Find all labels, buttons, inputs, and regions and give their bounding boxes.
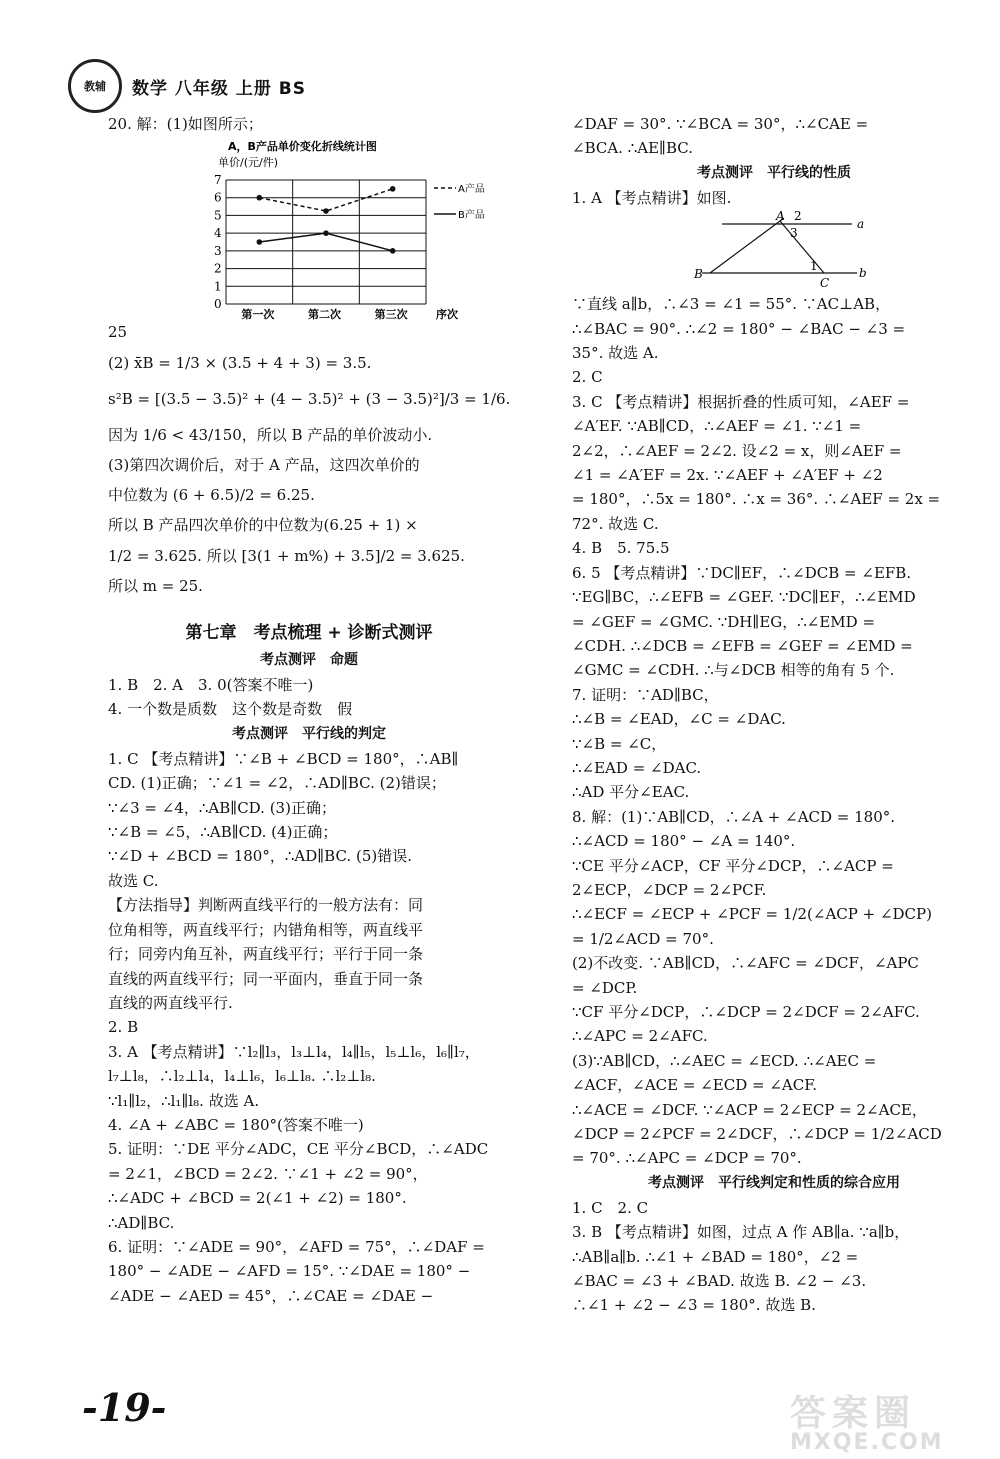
answer-line: 位角相等，两直线平行；内错角相等，两直线平 [108, 920, 424, 939]
answer-line: 4. 一个数是质数 这个数是奇数 假 [108, 700, 353, 719]
chapter-heading: 第七章 考点梳理 + 诊断式测评 [185, 623, 433, 644]
y-tick-label: 6 [214, 191, 222, 206]
answers-continued [572, 112, 976, 161]
answer-line: 7. 证明：∵AD∥BC， [572, 685, 719, 704]
answer-line: 8. 解：(1)∵AB∥CD，∴∠A + ∠ACD = 180°. [572, 807, 896, 826]
chart-legend [434, 182, 485, 221]
book-title: 数学 八年级 上册 BS [132, 78, 306, 99]
answer-line: = 180°，∴5x = 180°. ∴x = 36°. ∴∠AEF = 2x = [572, 490, 941, 509]
answer-line: ∵∠B = ∠C， [572, 734, 667, 753]
answer-line: 6. 5 【考点精讲】∵DC∥EF，∴∠DCB = ∠EFB. [572, 563, 912, 582]
answer-line: 故选 C. [108, 871, 159, 890]
watermark-bottom: MXQE.COM [790, 1430, 944, 1455]
label-1: 1 [810, 259, 818, 274]
answer-line: 2∠2，∴∠AEF = 2∠2. 设∠2 = x，则∠AEF = [572, 441, 902, 460]
q20-2b: s²B = [(3.5 − 3.5)² + (4 − 3.5)² + (3 − 3.5)²]/3 = 1/6. [108, 389, 511, 408]
answer-line: 3. A 【考点精讲】∵l₂∥l₃，l₃⊥l₄，l₄∥l₅，l₅⊥l₆，l₆∥l₇， [108, 1042, 480, 1061]
answer-line: 直线的两直线平行. [108, 993, 233, 1012]
answer-line: ∴∠B = ∠EAD，∠C = ∠DAC. [572, 710, 786, 729]
publisher-logo-icon [68, 59, 122, 113]
q20-text: 25 [108, 323, 128, 342]
answer-line: ∵EG∥BC，∴∠EFB = ∠GEF. ∵DC∥EF，∴∠EMD [572, 588, 916, 607]
y-tick-label: 1 [214, 279, 222, 294]
chart-svg [108, 136, 485, 322]
answer-line: ∵直线 a∥b，∴∠3 = ∠1 = 55°. ∵AC⊥AB， [572, 295, 891, 314]
answer-line: ∠DCP = 2∠PCF = 2∠DCF，∴∠DCP = 1/2∠ACD [572, 1125, 942, 1144]
series-line-0 [259, 189, 392, 211]
answer-line: ∵∠D + ∠BCD = 180°，∴AD∥BC. (5)错误. [108, 847, 412, 866]
answer-line: 35°. 故选 A. [572, 344, 659, 363]
data-point [323, 209, 329, 215]
answer-line: = 1/2∠ACD = 70°. [572, 929, 714, 948]
q20-3e: 所以 m = 25. [108, 576, 203, 595]
answer-line: ∴∠EAD = ∠DAC. [572, 758, 702, 777]
answers-parallel-judgment [108, 747, 510, 1308]
answer-line: ∵l₁∥l₂，∴l₁∥l₈. 故选 A. [108, 1091, 260, 1110]
answer-line: 1. C 【考点精讲】∵∠B + ∠BCD = 180°，∴AB∥ [108, 749, 459, 768]
answer-line: ∴AD 平分∠EAC. [572, 783, 690, 802]
page-header [68, 58, 306, 114]
y-tick-label: 7 [214, 173, 222, 188]
q20-3a: (3)第四次调价后，对于 A 产品，这四次单价的 [108, 455, 420, 474]
answer-line: ∠GMC = ∠CDH. ∴与∠DCB 相等的角有 5 个. [572, 661, 895, 680]
answer-line: ∴∠ADC + ∠BCD = 2(∠1 + ∠2) = 180°. [108, 1189, 407, 1208]
answer-line: = 2∠1，∠BCD = 2∠2. ∵∠1 + ∠2 = 90°， [108, 1164, 428, 1183]
answer-line: 【方法指导】判断两直线平行的一般方法有：同 [108, 896, 424, 915]
answer-line: 5. 证明：∵DE 平分∠ADC，CE 平分∠BCD，∴∠ADC [108, 1140, 489, 1159]
answer-line: ∵∠3 = ∠4，∴AB∥CD. (3)正确； [108, 798, 336, 817]
chart-title: A，B产品单价变化折线统计图 [228, 140, 377, 154]
section-heading-proposition: 考点测评 命题 [260, 652, 358, 669]
answer-line: ∠BCA. ∴AE∥BC. [572, 139, 693, 158]
answer-line: ∵CE 平分∠ACP，CF 平分∠DCP，∴∠ACP = [572, 856, 894, 875]
watermark [790, 1385, 980, 1455]
answer-line: ∴AD∥BC. [108, 1213, 175, 1232]
label-c: C [820, 276, 830, 291]
q20-intro: 20. 解：(1)如图所示； [108, 115, 263, 133]
section-heading-parallel-properties: 考点测评 平行线的性质 [697, 164, 851, 181]
answer-line: ∠1 = ∠A′EF = 2x. ∵∠AEF + ∠A′EF + ∠2 [572, 466, 883, 485]
answer-line: ∴AB∥a∥b. ∴∠1 + ∠BAD = 180°，∠2 = [572, 1247, 859, 1266]
answer-line: 180° − ∠ADE − ∠AFD = 15°. ∵∠DAE = 180° − [108, 1262, 471, 1281]
logo-text: 教辅 [84, 80, 106, 93]
data-point [390, 186, 396, 192]
answer-line: 2. B [108, 1018, 139, 1037]
q20-2c: 因为 1/6 < 43/150，所以 B 产品的单价波动小. [108, 425, 433, 444]
answer-line: ∠A′EF. ∵AB∥CD，∴∠AEF = ∠1. ∵∠1 = [572, 417, 862, 436]
answer-line: 直线的两直线平行；同一平面内，垂直于同一条 [108, 969, 424, 988]
section-heading-parallel-judgment: 考点测评 平行线的判定 [232, 725, 386, 742]
answer-line: 3. B 【考点精讲】如图，过点 A 作 AB∥a. ∵a∥b， [572, 1223, 910, 1242]
answers-parallel-properties [572, 292, 976, 1171]
answer-line: (3)∵AB∥CD，∴∠AEC = ∠ECD. ∴∠AEC = [572, 1051, 877, 1070]
answer-line: ∠ACF，∠ACE = ∠ECD = ∠ACF. [572, 1076, 818, 1095]
y-tick-label: 2 [214, 261, 222, 276]
answer-line: ∠BAC = ∠3 + ∠BAD. 故选 B. ∠2 − ∠3. [572, 1272, 867, 1291]
data-point [390, 248, 396, 254]
q20-2a: (2) x̄B = 1/3 × (3.5 + 4 + 3) = 3.5. [108, 353, 372, 372]
answer-line: ∵CF 平分∠DCP，∴∠DCP = 2∠DCF = 2∠AFC. [572, 1003, 920, 1021]
watermark-top: 答案圈 [790, 1393, 917, 1434]
answer-line: 4. B 5. 75.5 [572, 539, 670, 558]
answer-line: ∴∠ECF = ∠ECP + ∠PCF = 1/2(∠ACP + ∠DCP) [572, 905, 932, 924]
legend-label: A产品 [458, 184, 485, 196]
section-heading-comprehensive: 考点测评 平行线判定和性质的综合应用 [648, 1174, 900, 1191]
chart-xticks [241, 307, 458, 321]
label-a: A [776, 209, 785, 224]
answer-line: = 70°. ∴∠APC = ∠DCP = 70°. [572, 1149, 802, 1168]
answer-line: ∴∠1 + ∠2 − ∠3 = 180°. 故选 B. [572, 1296, 816, 1315]
answer-line: 行；同旁内角互补，两直线平行；平行于同一条 [108, 945, 424, 964]
answer-line: 2. C [572, 368, 603, 387]
y-tick-label: 3 [214, 244, 222, 259]
x-axis-label: 序次 [436, 308, 458, 322]
label-3: 3 [790, 226, 798, 241]
answer-line: ∵∠B = ∠5，∴AB∥CD. (4)正确； [108, 823, 338, 842]
page-number: -19- [82, 1385, 167, 1430]
data-point [323, 231, 329, 237]
x-tick-label: 第三次 [374, 308, 408, 322]
segment-ab [710, 218, 784, 273]
label-b-point: B [694, 267, 703, 282]
chart-yticks [214, 173, 222, 311]
data-point [257, 240, 263, 246]
answer-line: 2∠ECP，∠DCP = 2∠PCF. [572, 880, 767, 899]
answer-line: ∴∠APC = 2∠AFC. [572, 1027, 708, 1046]
answer-line: ∠ADE − ∠AED = 45°，∴∠CAE = ∠DAE − [108, 1286, 434, 1305]
chart-grid [226, 180, 426, 304]
y-tick-label: 5 [214, 208, 222, 223]
answers-comprehensive [572, 1196, 976, 1318]
q1-properties: 1. A 【考点精讲】如图. [572, 188, 732, 207]
chart-series [257, 186, 396, 254]
geometry-figure [572, 209, 976, 291]
q20-3c: 所以 B 产品四次单价的中位数为(6.25 + 1) × [108, 516, 418, 535]
answer-line: = ∠DCP. [572, 978, 638, 997]
label-2: 2 [794, 209, 802, 224]
y-tick-label: 4 [214, 226, 222, 241]
chart-ylabel: 单价/(元/件) [218, 156, 278, 170]
left-column [108, 112, 510, 1308]
answers-proposition [108, 673, 510, 722]
answer-line: ∴∠ACE = ∠DCF. ∵∠ACP = 2∠ECP = 2∠ACE， [572, 1100, 927, 1119]
answer-line: CD. (1)正确；∵∠1 = ∠2，∴AD∥BC. (2)错误； [108, 774, 446, 793]
answer-line: ∠DAF = 30°. ∵∠BCA = 30°，∴∠CAE = [572, 115, 869, 133]
q20-3d: 1/2 = 3.625. 所以 [3(1 + m%) + 3.5]/2 = 3.625. [108, 546, 465, 565]
answer-line: 1. B 2. A 3. 0(答案不唯一) [108, 676, 314, 695]
x-tick-label: 第二次 [308, 308, 341, 322]
answer-line: ∴∠ACD = 180° − ∠A = 140°. [572, 832, 796, 851]
answer-line: = ∠GEF = ∠GMC. ∵DH∥EG，∴∠EMD = [572, 612, 876, 631]
answer-line: ∠CDH. ∴∠DCB = ∠EFB = ∠GEF = ∠EMD = [572, 636, 913, 655]
label-line-a: a [857, 217, 865, 232]
legend-label: B产品 [458, 210, 485, 222]
answer-line: 72°. 故选 C. [572, 514, 659, 533]
answer-line: 4. ∠A + ∠ABC = 180°(答案不唯一) [108, 1115, 364, 1134]
line-chart [108, 136, 510, 320]
x-tick-label: 第一次 [241, 308, 275, 322]
answer-line: 1. C 2. C [572, 1198, 649, 1217]
answer-line: (2)不改变. ∵AB∥CD，∴∠AFC = ∠DCF，∠APC [572, 954, 919, 973]
data-point [257, 195, 263, 201]
label-line-b: b [859, 266, 867, 281]
y-tick-label: 0 [214, 297, 222, 312]
right-column [572, 112, 976, 1318]
answer-line: 3. C 【考点精讲】根据折叠的性质可知，∠AEF = [572, 392, 910, 411]
answer-line: ∴∠BAC = 90°. ∴∠2 = 180° − ∠BAC − ∠3 = [572, 319, 906, 338]
answer-line: 6. 证明：∵∠ADE = 90°，∠AFD = 75°，∴∠DAF = [108, 1237, 485, 1256]
q20-3b: 中位数为 (6 + 6.5)/2 = 6.25. [108, 486, 315, 505]
answer-line: l₇⊥l₈，∴l₂⊥l₄，l₄⊥l₆，l₆⊥l₈. ∴l₂⊥l₈. [108, 1067, 376, 1086]
